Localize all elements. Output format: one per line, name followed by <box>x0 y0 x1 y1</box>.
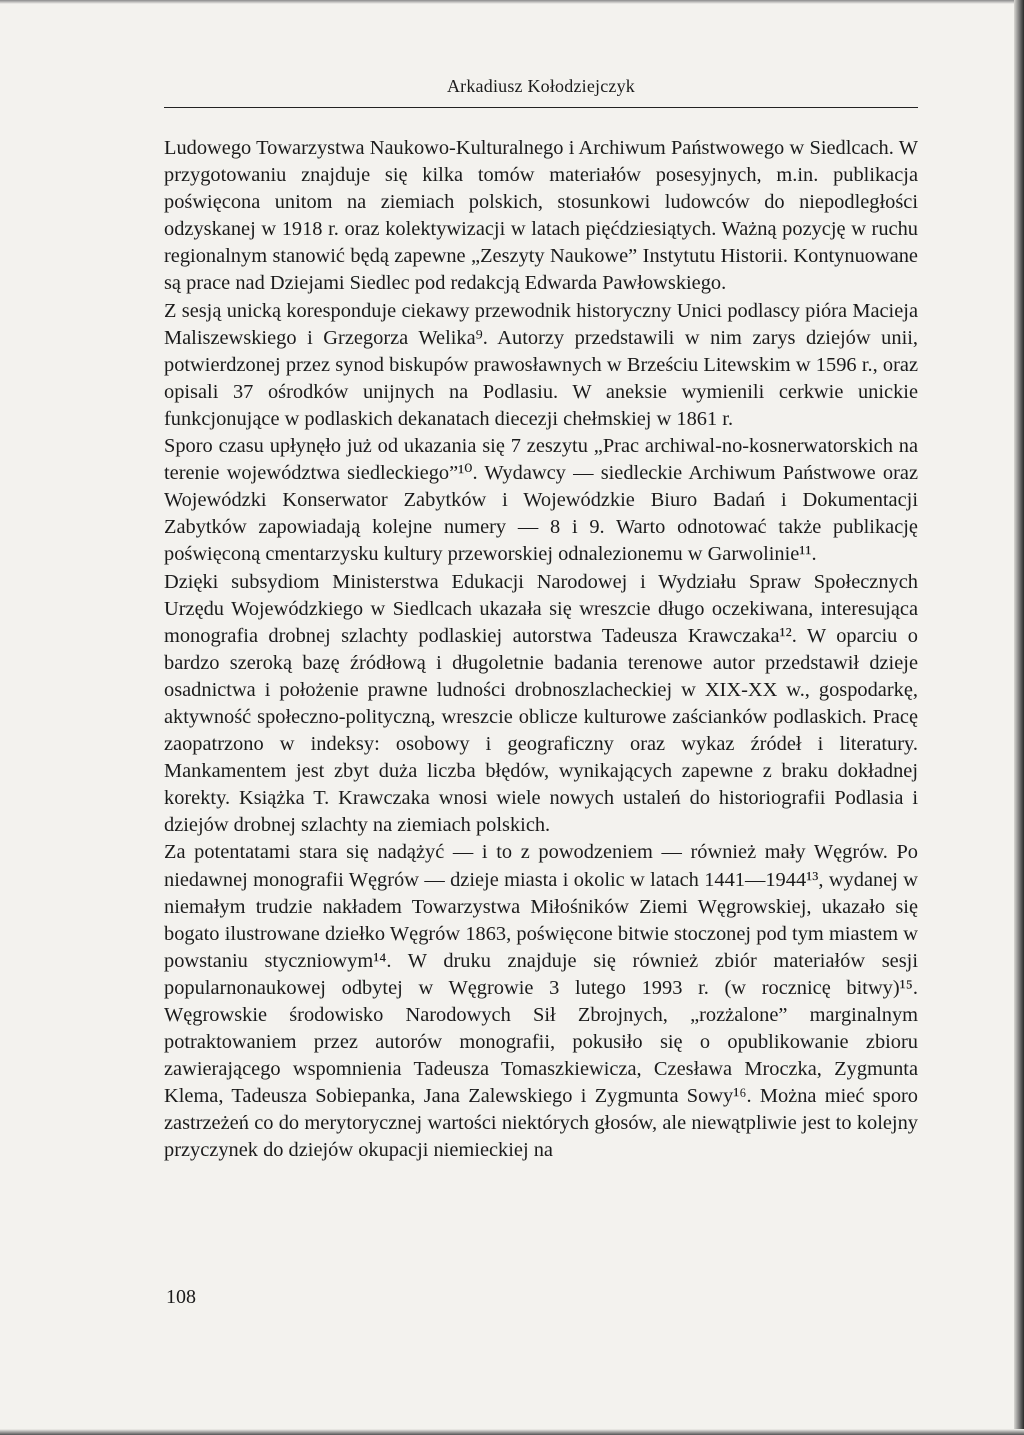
scan-edge-top <box>0 0 1024 4</box>
paragraph-3: Sporo czasu upłynęło już od ukazania się 7 zeszytu „Prac archiwal-no-kosnerwatorskich na terenie województwa siedleckiego”¹⁰. Wydawcy — siedleckie Archiwum Państwowe oraz Wojewódzki Konserwator Zabytków i Wojewódzkie Biuro Badań i Dokumentacji Zabytków zapowiadają kolejne numery — 8 i 9. Warto odnotować także publikację poświęconą cmentarzysku kultury przeworskiej odnalezionemu w Garwolinie¹¹. <box>164 435 918 566</box>
scan-edge-bottom <box>0 1429 1024 1435</box>
page-number: 108 <box>166 1286 196 1308</box>
paragraph-2: Z sesją unicką koresponduje ciekawy przewodnik historyczny Unici podlascy pióra Macieja Maliszewskiego i Grzegorza Welika⁹. Autorzy przedstawili w nim zarys dziejów unii, potwierdzonej przez synod biskupów prawosławnych w Brześciu Litewskim w 1596 r., oraz opisali 37 ośrodków unijnych na Podlasiu. W aneksie wymienili cerkwie unickie funkcjonujące w podlaskich dekanatach diecezji chełmskiej w 1861 r. <box>164 299 918 430</box>
scan-edge-right <box>1014 0 1024 1435</box>
paragraph-5: Za potentatami stara się nadążyć — i to z powodzeniem — również mały Węgrów. Po niedawnej monografii Węgrów — dzieje miasta i okolic w latach 1441—1944¹³, wydanej w niemałym trudzie nakładem Towarzystwa Miłośników Ziemi Węgrowskiej, ukazało się bogato ilustrowane dziełko Węgrów 1863, poświęcone bitwie stoczonej pod tym miastem w powstaniu styczniowym¹⁴. W druku znajduje się również zbiór materiałów sesji popularnonaukowej odbytej w Węgrowie 3 lutego 1993 r. (w rocznicę bitwy)¹⁵. Węgrowskie środowisko Narodowych Sił Zbrojnych, „rozżalone” marginalnym potraktowaniem przez autorów monografii, pokusiło się o opublikowanie zbioru zawierającego wspomnienia Tadeusza Tomaszkiewicza, Czesława Mroczka, Zygmunta Klema, Tadeusza Sobiepanka, Jana Zalewskiego i Zygmunta Sowy¹⁶. Można mieć sporo zastrzeżeń co do merytorycznej wartości niektórych głosów, ale niewątpliwie jest to kolejny przyczynek do dziejów okupacji niemieckiej na <box>164 841 918 1162</box>
paragraph-1: Ludowego Towarzystwa Naukowo-Kulturalnego i Archiwum Państwowego w Siedlcach. W przygotowaniu znajduje się kilka tomów materiałów posesyjnych, m.in. publikacja poświęcona unitom na ziemiach polskich, stosunkowi ludowców do niepodległości odzyskanej w 1918 r. oraz kolektywizacji w latach pięćdziesiątych. Ważną pozycję w ruchu regionalnym stanowić będą zapewne „Zeszyty Naukowe” Instytutu Historii. Kontynuowane są prace nad Dziejami Siedlec pod redakcją Edwarda Pawłowskiego. <box>164 137 918 295</box>
running-head: Arkadiusz Kołodziejczyk <box>446 76 636 96</box>
page-body <box>164 135 918 1165</box>
header-rule <box>164 107 918 108</box>
paragraph-4: Dzięki subsydiom Ministerstwa Edukacji Narodowej i Wydziału Spraw Społecznych Urzędu Wojewódzkiego w Siedlcach ukazała się wreszcie długo oczekiwana, interesująca monografia drobnej szlachty podlaskiej autorstwa Tadeusza Krawczaka¹². W oparciu o bardzo szeroką bazę źródłową i długoletnie badania terenowe autor przedstawił dzieje osadnictwa i położenie prawne ludności drobnoszlacheckiej w XIX-XX w., gospodarkę, aktywność społeczno-polityczną, wreszcie oblicze kulturowe zaścianków podlaskich. Pracę zaopatrzono w indeksy: osobowy i geograficzny oraz wykaz źródeł i literatury. Mankamentem jest zbyt duża liczba błędów, wynikających zapewne z braku dokładnej korekty. Książka T. Krawczaka wnosi wiele nowych ustaleń do historiografii Podlasia i dziejów drobnej szlachty na ziemiach polskich. <box>164 570 918 837</box>
